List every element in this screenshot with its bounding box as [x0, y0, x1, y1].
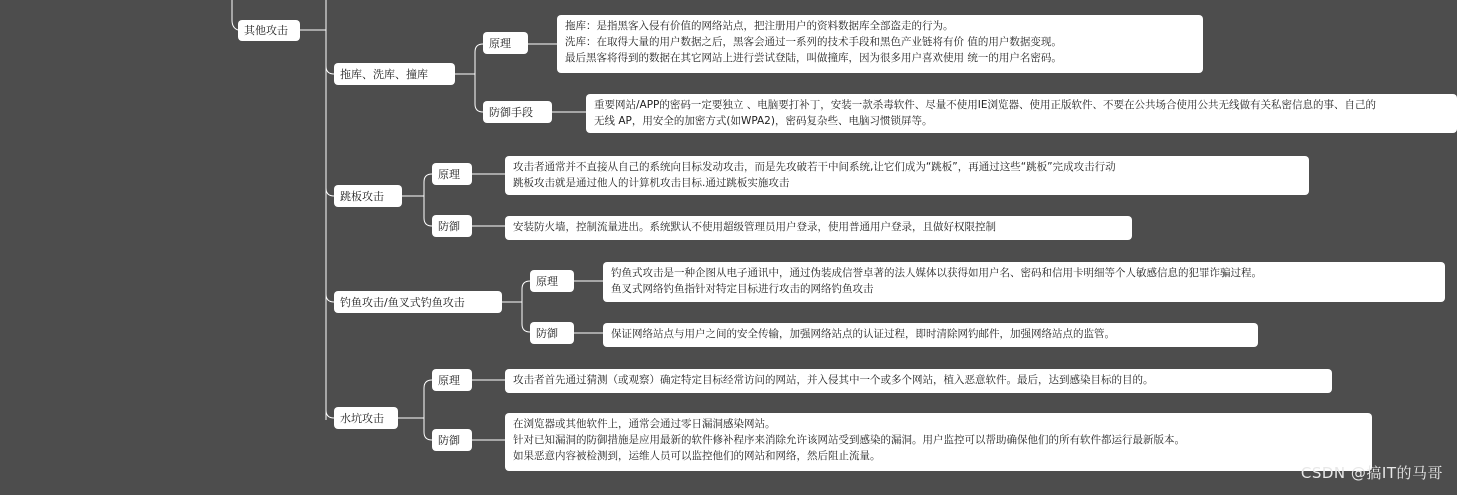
detail-node[interactable]: [603, 323, 1258, 347]
branch-label: 防御手段: [489, 105, 533, 119]
detail-line: 无线 AP，用安全的加密方式(如WPA2)，密码复杂些、电脑习惯锁屏等。: [594, 115, 933, 127]
detail-line: 重要网站/APP的密码一定要独立 、电脑要打补丁，安装一款杀毒软件、尽量不使用IE浏览器、使用正版软件、不要在公共场合使用公共无线做有关私密信息的事、自己的: [594, 99, 1376, 111]
branch-node-defense[interactable]: [483, 101, 552, 123]
detail-line: 针对已知漏洞的防御措施是应用最新的软件修补程序来消除允许该网站受到感染的漏洞。用户监控可以帮助确保他们的所有软件都运行最新版本。: [513, 434, 1185, 446]
topic-label: 钓鱼攻击/鱼叉式钓鱼攻击: [340, 295, 465, 309]
branch-node-defense[interactable]: [432, 215, 472, 237]
detail-line: 如果恶意内容被检测到，运维人员可以监控他们的网站和网络，然后阻止流量。: [513, 450, 881, 462]
detail-node[interactable]: [505, 156, 1309, 195]
branch-label: 原理: [438, 167, 460, 181]
detail-line: 攻击者通常并不直接从自己的系统向目标发动攻击，而是先攻破若干中间系统,让它们成为“跳板”，再通过这些“跳板”完成攻击行动: [513, 161, 1116, 173]
detail-line: 最后黑客将得到的数据在其它网站上进行尝试登陆，叫做撞库，因为很多用户喜欢使用 统一的用户名密码。: [565, 52, 1062, 64]
topic-label: 拖库、洗库、撞库: [340, 67, 428, 81]
root-node[interactable]: [238, 20, 300, 41]
detail-line: 洗库：在取得大量的用户数据之后，黑客会通过一系列的技术手段和黑色产业链将有价 值的用户数据变现。: [565, 36, 1062, 48]
branch-node-defense[interactable]: [432, 429, 472, 451]
branch-node-principle[interactable]: [432, 163, 472, 185]
branch-node-principle[interactable]: [530, 270, 574, 292]
branch-label: 防御: [536, 326, 558, 340]
branch-label: 原理: [438, 373, 460, 387]
topic-label: 水坑攻击: [340, 411, 384, 425]
branch-label: 防御: [438, 433, 460, 447]
topic-node-3[interactable]: [334, 291, 502, 313]
detail-node[interactable]: [586, 94, 1457, 133]
branch-label: 原理: [489, 36, 511, 50]
detail-node[interactable]: [505, 216, 1132, 240]
detail-line: 鱼叉式网络钓鱼指针对特定目标进行攻击的网络钓鱼攻击: [611, 283, 874, 295]
detail-line: 跳板攻击就是通过他人的计算机攻击目标.通过跳板实施攻击: [513, 177, 790, 189]
watermark: CSDN @搞IT的马哥: [1300, 464, 1443, 482]
detail-line: 保证网络站点与用户之间的安全传输，加强网络站点的认证过程，即时清除网钓邮件，加强网络站点的监管。: [611, 328, 1115, 340]
topic-label: 跳板攻击: [340, 189, 384, 203]
branch-label: 原理: [536, 274, 558, 288]
branch-node-defense[interactable]: [530, 322, 574, 344]
branch-node-principle[interactable]: [432, 369, 472, 391]
detail-line: 攻击者首先通过猜测（或观察）确定特定目标经常访问的网站，并入侵其中一个或多个网站，植入恶意软件。最后，达到感染目标的目的。: [513, 374, 1154, 386]
root-label: 其他攻击: [244, 24, 288, 37]
detail-line: 在浏览器或其他软件上，通常会通过零日漏洞感染网站。: [513, 418, 776, 430]
detail-node[interactable]: [557, 15, 1203, 73]
detail-node[interactable]: [505, 369, 1332, 393]
detail-line: 拖库：是指黑客入侵有价值的网络站点，把注册用户的资料数据库全部盗走的行为。: [565, 20, 954, 32]
detail-line: 钓鱼式攻击是一种企图从电子通讯中，通过伪装成信誉卓著的法人媒体以获得如用户名、密码和信用卡明细等个人敏感信息的犯罪诈骗过程。: [611, 267, 1262, 279]
topic-node-1[interactable]: [334, 63, 455, 85]
detail-node[interactable]: [603, 262, 1445, 302]
topic-node-2[interactable]: [334, 185, 402, 207]
detail-line: 安装防火墙，控制流量进出。系统默认不使用超级管理员用户登录，使用普通用户登录，且做好权限控制: [513, 221, 996, 233]
branch-node-principle[interactable]: [483, 32, 528, 54]
branch-label: 防御: [438, 219, 460, 233]
detail-node[interactable]: [505, 413, 1372, 471]
topic-node-4[interactable]: [334, 407, 398, 429]
